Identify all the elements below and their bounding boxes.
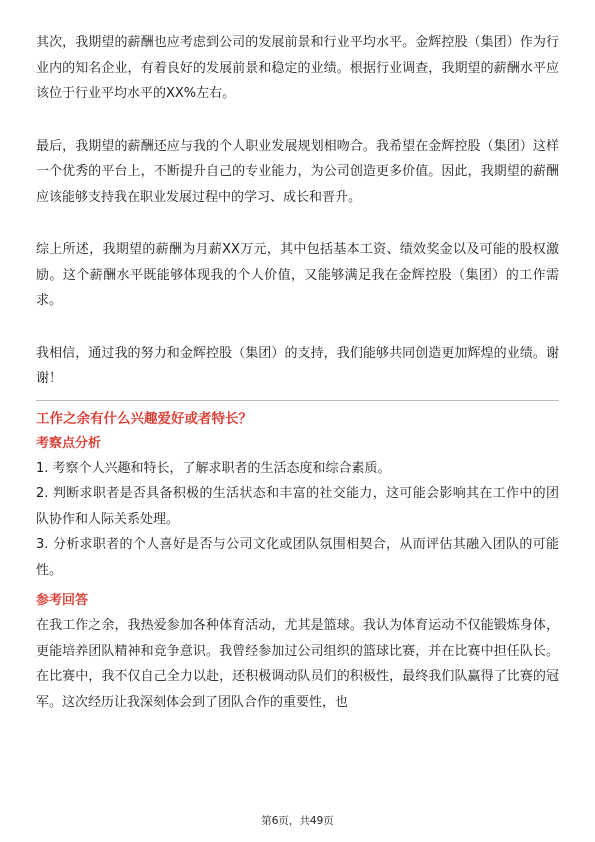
interview-question: 工作之余有什么兴趣爱好或者特长？ xyxy=(36,410,252,427)
analysis-heading: 考察点分析 xyxy=(36,435,102,451)
answer-heading: 参考回答 xyxy=(36,593,89,608)
paragraph-career-plan: 最后，我期望的薪酬还应与我的个人职业发展规划相吻合。我希望在金辉控股（集团）这样一个优秀的平台上，不断提升自己的专业能力，为公司创造更多价值。因此，我期望的薪酬应该能够支持我在职业发展过程中的学习、成长和晋升。 xyxy=(36,138,559,205)
analysis-item: 1. 考察个人兴趣和特长，了解求职者的生活态度和综合素质。 xyxy=(36,460,391,476)
paragraph-industry-level: 其次，我期望的薪酬也应考虑到公司的发展前景和行业平均水平。金辉控股（集团）作为行业内的知名企业，有着良好的发展前景和稳定的业绩。根据行业调查，我期望的薪酬水平应该位于行业平均水平的XX%左右。 xyxy=(36,35,559,101)
answer-text: 在我工作之余，我热爱参加各种体育活动，尤其是篮球。我认为体育运动不仅能锻炼身体，更能培养团队精神和竞争意识。我曾经参加过公司组织的篮球比赛，并在比赛中担任队长。在比赛中，我不仅自己全力以赴，还积极调动队员们的积极性，最终我们队赢得了比赛的冠军。这次经历让我深刻体会到了团队合作的重要性，也 xyxy=(36,618,559,710)
analysis-item: 3. 分析求职者的个人喜好是否与公司文化或团队氛围相契合，从而评估其融入团队的可能性。 xyxy=(36,537,559,578)
analysis-item: 2. 判断求职者是否具备积极的生活状态和丰富的社交能力，这可能会影响其在工作中的团队协作和人际关系处理。 xyxy=(36,486,559,527)
document-body xyxy=(36,30,559,715)
section-divider xyxy=(36,400,559,401)
paragraph-closing: 我相信，通过我的努力和金辉控股（集团）的支持，我们能够共同创造更加辉煌的业绩。谢谢！ xyxy=(36,345,559,386)
page-number: 第6页，共49页 xyxy=(261,815,334,827)
paragraph-summary: 综上所述，我期望的薪酬为月薪XX万元，其中包括基本工资、绩效奖金以及可能的股权激励。这个薪酬水平既能够体现我的个人价值，又能够满足我在金辉控股（集团）的工作需求。 xyxy=(36,242,559,308)
